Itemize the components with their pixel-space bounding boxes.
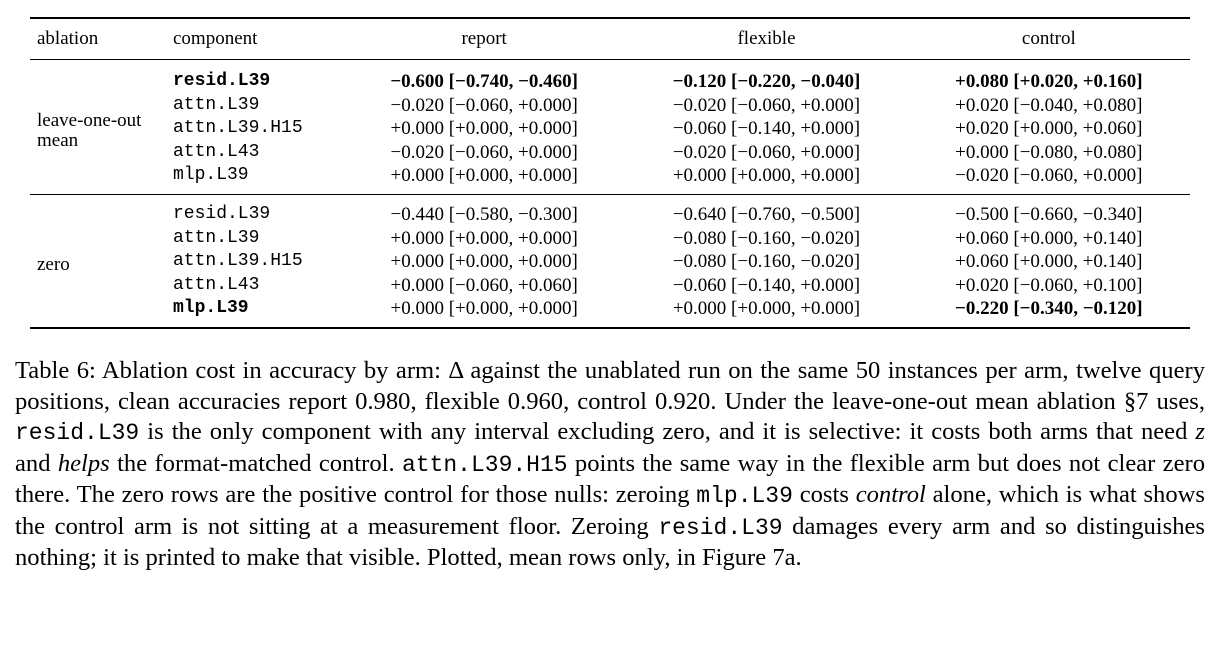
control-cell: +0.060 [+0.000, +0.140] <box>955 227 1143 249</box>
control-cell: +0.060 [+0.000, +0.140] <box>955 251 1143 273</box>
component-cell: attn.L39 <box>173 94 260 115</box>
control-cell: +0.000 [−0.080, +0.080] <box>955 141 1143 163</box>
ablation-label: zero <box>37 254 70 276</box>
control-cell: +0.080 [+0.020, +0.160] <box>955 71 1143 92</box>
component-cell: attn.L39.H15 <box>173 251 303 272</box>
report-cell: +0.000 [+0.000, +0.000] <box>390 165 578 187</box>
component-cell: attn.L39 <box>173 227 260 248</box>
table-row <box>30 227 1190 251</box>
group-leave-one-out-mean <box>30 60 1190 195</box>
control-cell: +0.020 [−0.040, +0.080] <box>955 94 1143 116</box>
caption-code-head: attn.L39.H15 <box>401 451 568 478</box>
caption-paragraph <box>15 356 1205 574</box>
report-cell: +0.000 [+0.000, +0.000] <box>390 251 578 273</box>
caption-code-mlp: mlp.L39 <box>696 483 793 509</box>
table-row <box>30 164 1190 194</box>
ablation-cell <box>30 194 173 327</box>
caption-code-resid-2: resid.L39 <box>658 514 783 541</box>
caption-text-5: points the same way in the flexible arm but does not clear zero there. The zero rows are the positive control for those nulls: zeroing <box>15 449 1205 508</box>
component-cell: attn.L39.H15 <box>173 118 303 139</box>
caption-text-3: and <box>15 449 58 477</box>
control-cell: −0.020 [−0.060, +0.000] <box>955 165 1143 187</box>
control-cell: +0.020 [+0.000, +0.060] <box>955 118 1143 140</box>
component-cell: resid.L39 <box>173 203 271 224</box>
caption-text-6: costs <box>792 481 856 508</box>
report-cell: +0.000 [+0.000, +0.000] <box>390 298 578 320</box>
control-cell: −0.500 [−0.660, −0.340] <box>955 203 1143 225</box>
flexible-cell: −0.060 [−0.140, +0.000] <box>672 274 861 296</box>
report-cell: −0.020 [−0.060, +0.000] <box>390 94 578 116</box>
ablation-cell <box>30 60 173 195</box>
component-cell: attn.L43 <box>173 141 260 162</box>
control-cell: +0.020 [−0.060, +0.100] <box>955 274 1143 296</box>
flexible-cell: −0.060 [−0.140, +0.000] <box>672 118 861 140</box>
flexible-cell: +0.000 [+0.000, +0.000] <box>672 298 861 320</box>
report-cell: −0.600 [−0.740, −0.460] <box>390 71 578 92</box>
group-zero <box>30 194 1190 327</box>
flexible-cell: −0.020 [−0.060, +0.000] <box>672 94 861 116</box>
control-cell: −0.220 [−0.340, −0.120] <box>955 298 1143 320</box>
caption-var-z: z <box>1195 418 1205 445</box>
report-cell: −0.440 [−0.580, −0.300] <box>390 203 578 225</box>
table-row <box>30 250 1190 274</box>
caption-text-2: is the only component with any interval excluding zero, and it is selective: it costs both arms that need <box>139 418 1196 445</box>
header-control: control <box>1021 28 1076 49</box>
header-component: component <box>173 28 258 49</box>
caption-text-7: alone, which is what shows the control arm is not sitting at a measurement floor. Zeroing <box>15 481 1205 540</box>
flexible-cell: −0.080 [−0.160, −0.020] <box>672 251 861 273</box>
table-row <box>30 94 1190 118</box>
caption-em-control: control <box>855 481 926 508</box>
flexible-cell: −0.120 [−0.220, −0.040] <box>672 71 861 92</box>
header-flexible: flexible <box>737 28 796 49</box>
component-cell: mlp.L39 <box>173 298 249 319</box>
report-cell: +0.000 [+0.000, +0.000] <box>390 118 578 140</box>
caption-text-4: the format-matched control. <box>109 449 402 477</box>
table-row <box>30 274 1190 298</box>
table-caption <box>15 356 1205 574</box>
flexible-cell: −0.640 [−0.760, −0.500] <box>672 203 861 225</box>
component-cell: resid.L39 <box>173 71 271 91</box>
report-cell: −0.020 [−0.060, +0.000] <box>390 141 578 163</box>
table-row <box>30 297 1190 328</box>
caption-text-1: Table 6: Ablation cost in accuracy by arm: Δ against the unablated run on the same 50 instances per arm, twelve query positions, clean accuracies report 0.980, flexible 0.960, control 0.920. Under the leave-one-out mean ablation §7 uses, <box>15 357 1205 415</box>
ablation-label: leave-one-out mean <box>37 110 142 152</box>
report-cell: +0.000 [+0.000, +0.000] <box>390 227 578 249</box>
flexible-cell: +0.000 [+0.000, +0.000] <box>672 165 861 187</box>
report-cell: +0.000 [−0.060, +0.060] <box>390 274 578 296</box>
table-row <box>30 141 1190 165</box>
component-cell: attn.L43 <box>173 274 260 295</box>
flexible-cell: −0.020 [−0.060, +0.000] <box>672 141 861 163</box>
table-row <box>30 60 1190 94</box>
caption-code-resid: resid.L39 <box>15 420 140 446</box>
flexible-cell: −0.080 [−0.160, −0.020] <box>672 227 861 249</box>
table-row <box>30 194 1190 226</box>
ablation-table <box>30 17 1190 329</box>
header-report: report <box>461 28 507 49</box>
caption-em-helps: helps <box>57 449 110 477</box>
component-cell: mlp.L39 <box>173 165 249 186</box>
header-row <box>30 18 1190 60</box>
table-row <box>30 117 1190 141</box>
table-header <box>30 18 1190 60</box>
header-ablation: ablation <box>37 28 99 49</box>
caption-text-8: damages every arm and so distinguishes nothing; it is printed to make that visible. Plotted, mean rows only, in Figure 7a. <box>15 512 1205 571</box>
